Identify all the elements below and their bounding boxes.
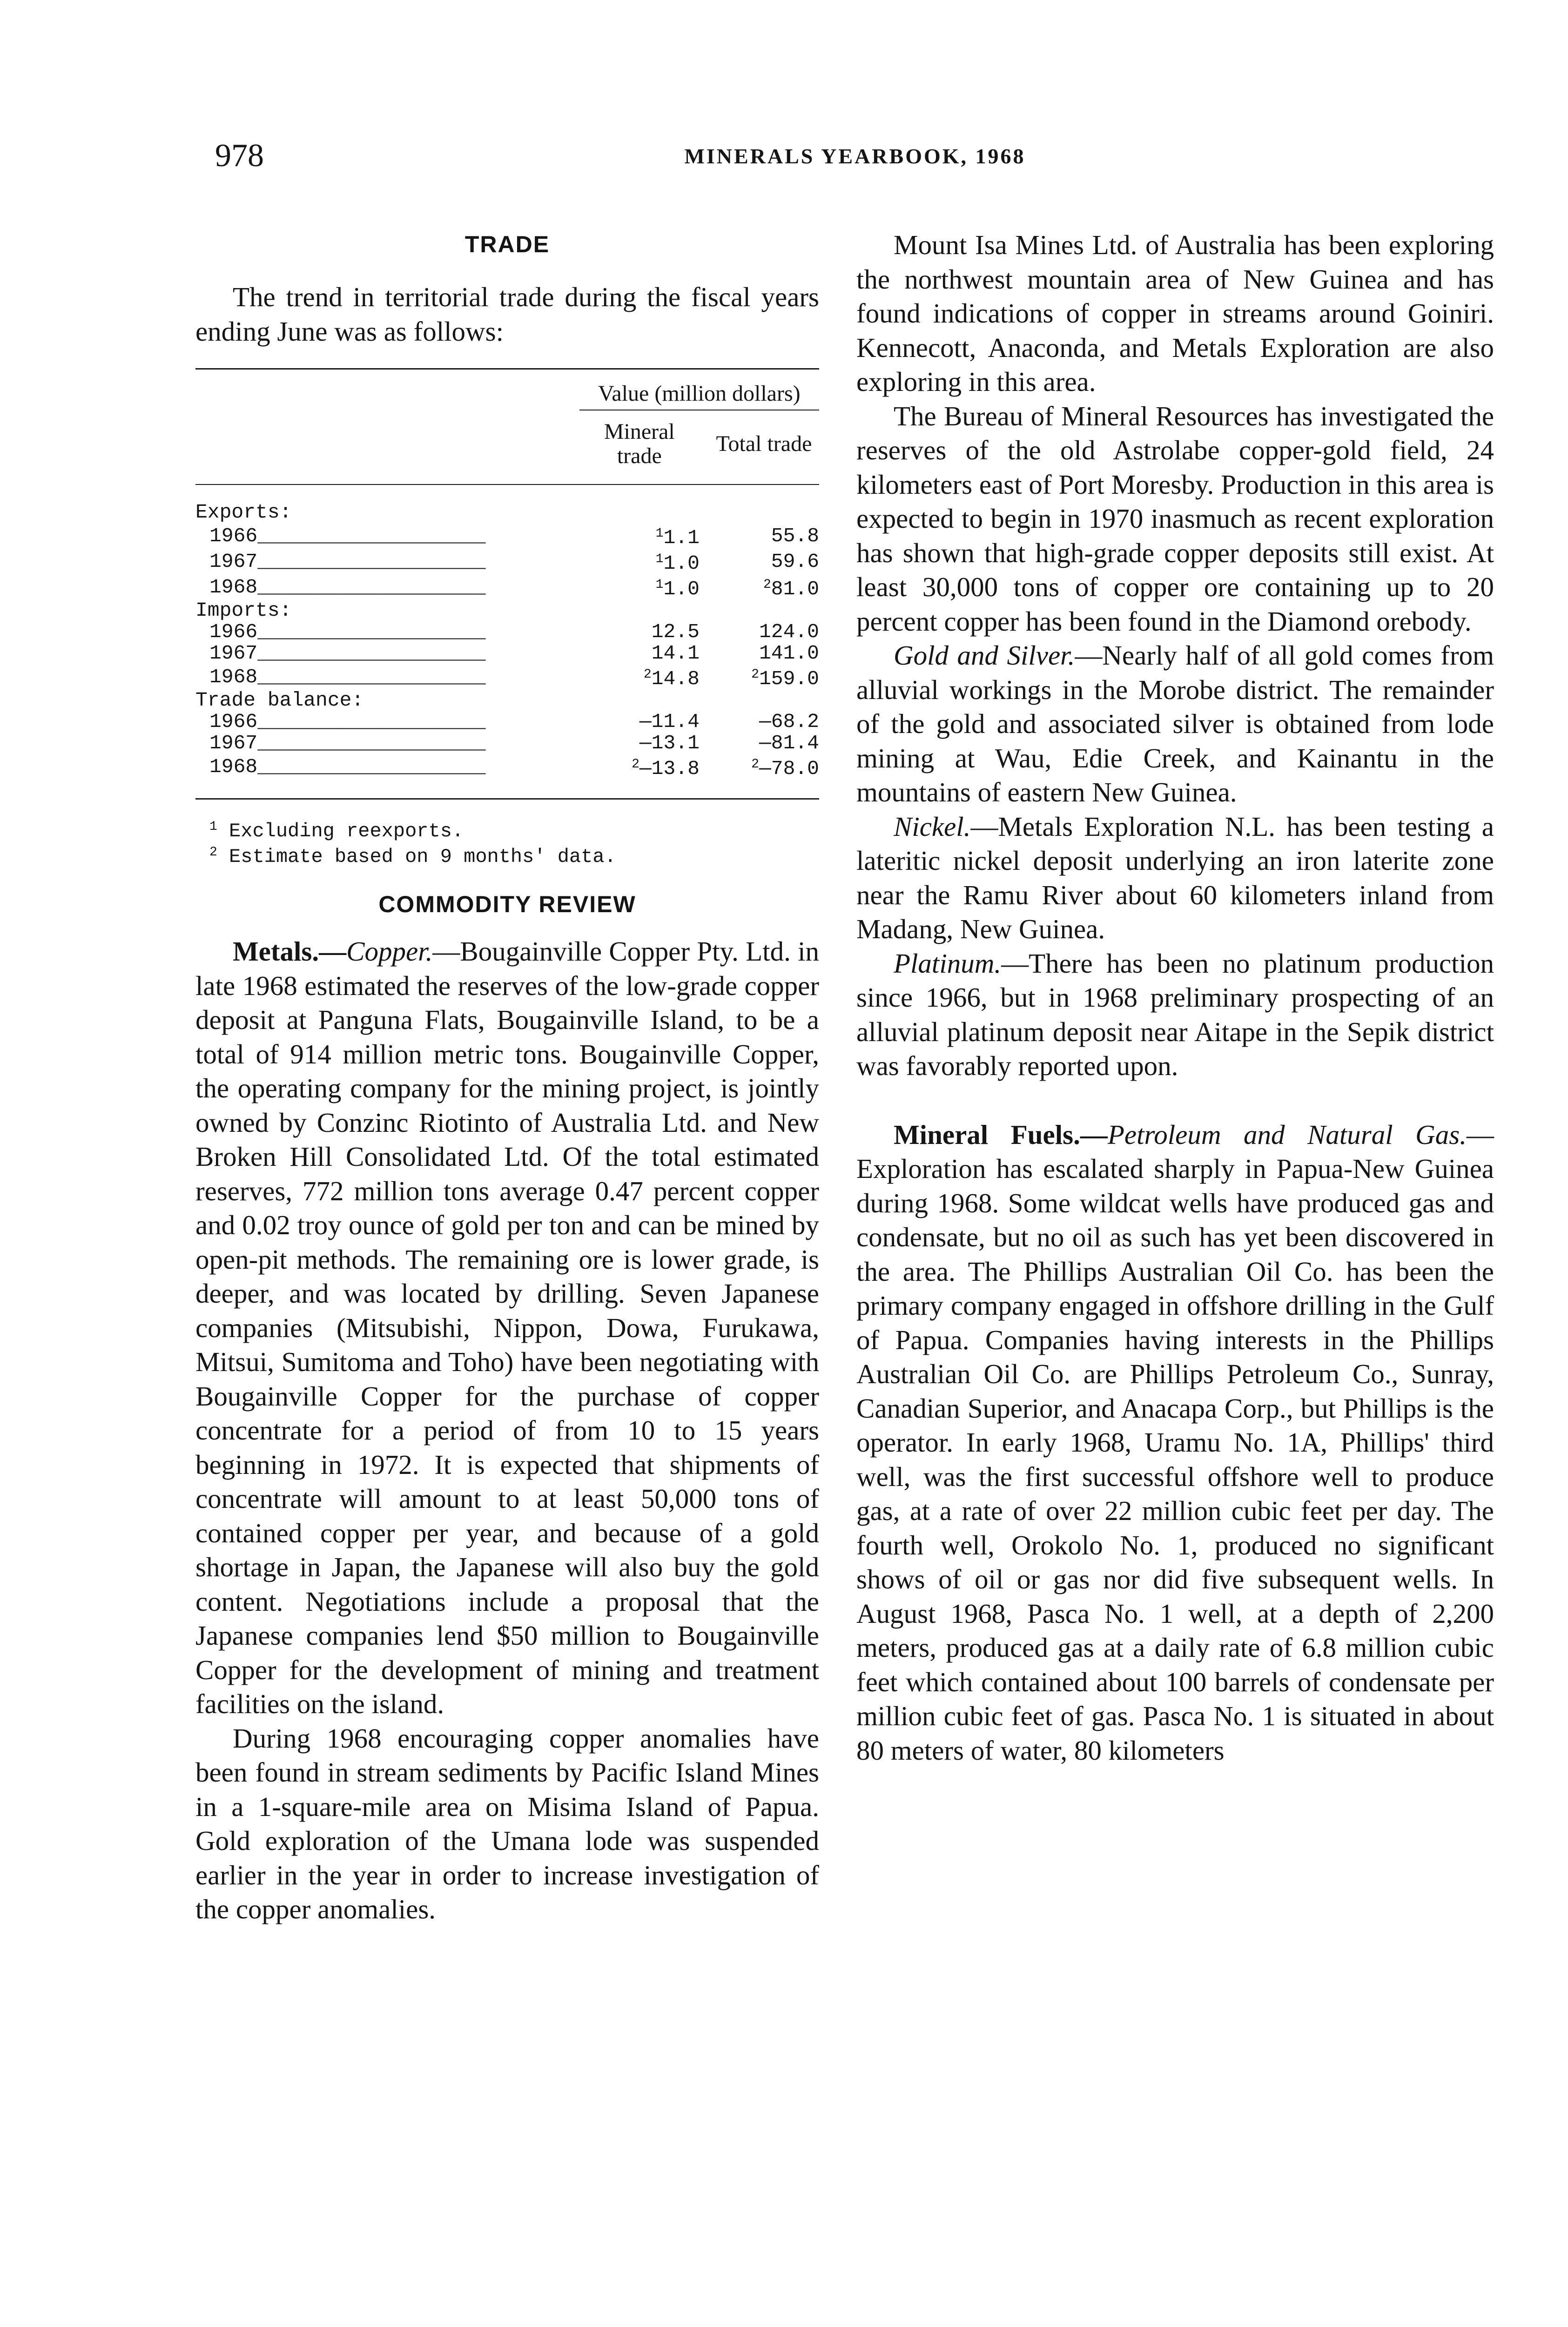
table-group-row	[195, 690, 819, 711]
italic-subheading: Nickel.	[894, 811, 971, 842]
mineral-trade-value	[579, 549, 700, 574]
row-year: 1967	[209, 732, 258, 754]
footnote-mark: 2	[751, 667, 759, 682]
mineral-trade-value	[579, 523, 700, 549]
row-year: 1966	[209, 710, 258, 733]
leader-dots: ___________________	[257, 710, 486, 733]
footnote-text: Excluding reexports.	[229, 820, 464, 842]
mineral-fuels-section	[856, 1118, 1494, 1768]
total-trade-value	[700, 523, 819, 549]
col-total-header: Total trade	[700, 410, 819, 484]
row-label	[195, 643, 579, 664]
total-value-text: 59.6	[771, 550, 819, 573]
italic-subheading: Copper.	[346, 936, 433, 967]
footnote	[195, 842, 819, 868]
row-year: 1967	[209, 550, 258, 573]
total-value-text: 159.0	[759, 667, 819, 690]
mineral-trade-value	[579, 711, 700, 733]
mineral-value-text: 1.0	[663, 578, 700, 600]
paragraph	[856, 639, 1494, 810]
total-trade-value	[700, 664, 819, 690]
leader-dots: ___________________	[257, 642, 486, 665]
paragraph-text: —Bougainville Copper Pty. Ltd. in late 1968 estimated the reserves of the low-grade copper deposit at Panguna Flats, Bougainville Island, to be a total of 914 million metric tons. Bougainville Copper, the operating company for the mining project, is jointly owned by Conzinc Riotinto of Australia Ltd. and New Broken Hill Consolidated Ltd. Of the total estimated reserves, 772 million tons average 0.47 percent copper and 0.02 troy ounce of gold per ton and can be mined by open-pit methods. The remaining ore is lower grade, is deeper, and was located by drilling. Seven Japanese companies (Mitsubishi, Nippon, Dowa, Furukawa, Mitsui, Sumitoma and Toho) have been negotiating with Bougainville Copper for the purchase of copper concentrate for a period of from 10 to 15 years beginning in 1972. It is expected that shipments of concentrate will amount to at least 50,000 tons of contained copper per year, and because of a gold shortage in Japan, the Japanese will also buy the gold content. Negotiations include a proposal that the Japanese companies lend $50 million to Bougainville Copper for the development of mining and treatment facilities on the island.	[195, 936, 819, 1719]
table-group-label: Imports:	[195, 599, 292, 622]
row-label	[195, 664, 579, 690]
mineral-trade-value	[579, 621, 700, 643]
mineral-trade-value	[579, 643, 700, 664]
trade-intro: The trend in territorial trade during the fiscal years ending June was as follows:	[195, 282, 819, 347]
total-value-text: 55.8	[771, 524, 819, 547]
mineral-fuels-paragraph	[856, 1118, 1494, 1768]
commodity-review-heading: COMMODITY REVIEW	[378, 891, 636, 917]
row-year: 1966	[209, 524, 258, 547]
row-year: 1968	[209, 665, 258, 688]
leader-dots: ___________________	[257, 665, 486, 688]
running-title: MINERALS YEARBOOK, 1968	[684, 144, 1026, 168]
run-in-heading: Metals.—	[233, 936, 347, 967]
row-label	[195, 523, 579, 549]
mineral-value-text: 12.5	[651, 620, 700, 643]
left-body-text	[195, 935, 819, 1927]
footnote-mark: 2	[632, 757, 639, 772]
paragraph	[195, 1722, 819, 1927]
mineral-trade-value	[579, 754, 700, 780]
table-row	[195, 733, 819, 754]
total-trade-value	[700, 643, 819, 664]
trade-table	[195, 368, 819, 800]
italic-subheading: Platinum.	[894, 948, 1002, 979]
mineral-value-text: 1.0	[663, 552, 700, 575]
leader-dots: ___________________	[257, 755, 486, 778]
paragraph	[856, 399, 1494, 639]
mineral-trade-value	[579, 664, 700, 690]
paragraph-text: —Metals Exploration N.L. has been testing a lateritic nickel deposit underlying an iron laterite zone near the Ramu River about 60 kilometers inland from Madang, New Guinea.	[856, 811, 1494, 944]
mineral-value-text: —13.1	[639, 732, 700, 754]
trade-heading: TRADE	[464, 231, 550, 257]
total-trade-value	[700, 549, 819, 574]
row-label	[195, 754, 579, 780]
paragraph-text: During 1968 encouraging copper anomalies have been found in stream sediments by Pacific Island Mines in a 1-square-mile area on Misima Island of Papua. Gold exploration of the Umana lode was suspended earlier in the year in order to increase investigation of the copper anomalies.	[195, 1722, 819, 1924]
total-value-text: —78.0	[759, 757, 819, 780]
table-row	[195, 711, 819, 733]
italic-subheading: Petroleum and Natural Gas.	[1107, 1119, 1467, 1150]
leader-dots: ___________________	[257, 620, 486, 643]
footnote-mark: 2	[643, 667, 652, 682]
paragraph-text: Mount Isa Mines Ltd. of Australia has been exploring the northwest mountain area of New Guinea and has found indications of copper in streams around Goiniri. Kennecott, Anaconda, and Metals Exploration are also exploring in this area.	[856, 229, 1494, 397]
row-label	[195, 711, 579, 733]
value-header: Value (million dollars)	[598, 381, 801, 406]
mineral-value-text: 1.1	[663, 526, 700, 549]
mineral-value-text: 14.8	[651, 667, 700, 690]
trade-table-body	[195, 502, 819, 780]
total-trade-value	[700, 711, 819, 733]
footnote-mark: 2	[763, 578, 771, 592]
table-row	[195, 574, 819, 600]
total-trade-value	[700, 621, 819, 643]
table-footnotes	[195, 816, 819, 868]
table-row	[195, 549, 819, 574]
total-trade-value	[700, 574, 819, 600]
leader-dots: ___________________	[257, 550, 486, 573]
footnote-mark: 1	[655, 552, 664, 566]
left-column	[195, 228, 819, 1927]
table-group-label: Trade balance:	[195, 689, 364, 712]
footnote-mark: 1	[655, 578, 664, 592]
mineral-trade-value	[579, 733, 700, 754]
total-value-text: —81.4	[759, 732, 819, 754]
running-head	[215, 137, 1495, 179]
row-year: 1966	[209, 620, 258, 643]
right-column	[856, 228, 1494, 1768]
total-value-text: —68.2	[759, 710, 819, 733]
row-label	[195, 733, 579, 754]
row-label	[195, 574, 579, 600]
paragraph-text: —Exploration has escalated sharply in Papua-New Guinea during 1968. Some wildcat wells have produced gas and condensate, but no oil as such has yet been discovered in the area. The Phillips Australian Oil Co. has been the primary company engaged in offshore drilling in the Gulf of Papua. Companies having interests in the Phillips Australian Oil Co. are Phillips Petroleum Co., Sunray, Canadian Superior, and Anacapa Corp., but Phillips is the operator. In early 1968, Uramu No. 1A, Phillips' third well, was the first successful offshore well to produce gas, at a rate of over 22 million cubic feet per day. The fourth well, Orokolo No. 1, produced no significant shows of oil or gas nor did five subsequent wells. In August 1968, Pasca No. 1 well, at a depth of 2,200 meters, produced gas at a daily rate of 6.8 million cubic feet which contained about 100 barrels of condensate per million cubic feet of gas. Pasca No. 1 is situated in about 80 meters of water, 80 kilometers	[856, 1119, 1494, 1766]
right-body-text	[856, 228, 1494, 1083]
table-row	[195, 664, 819, 690]
row-label	[195, 549, 579, 574]
table-row	[195, 754, 819, 780]
total-value-text: 124.0	[759, 620, 819, 643]
footnote-text: Estimate based on 9 months' data.	[229, 846, 616, 868]
total-trade-value	[700, 754, 819, 780]
table-row	[195, 643, 819, 664]
mineral-value-text: —13.8	[639, 757, 700, 780]
leader-dots: ___________________	[257, 575, 486, 599]
paragraph	[856, 947, 1494, 1083]
leader-dots: ___________________	[257, 732, 486, 754]
footnote-mark: 2	[209, 845, 217, 860]
row-label	[195, 621, 579, 643]
page-number: 978	[215, 138, 264, 174]
mineral-value-text: —11.4	[639, 710, 700, 733]
italic-subheading: Gold and Silver.	[894, 640, 1075, 671]
paragraph-text: The Bureau of Mineral Resources has investigated the reserves of the old Astrolabe copper-gold field, 24 kilometers east of Port Moresby. Production in this area is expected to begin in 1970 inasmuch as recent exploration has shown that high-grade copper deposits still exist. At least 30,000 tons of copper ore containing up to 20 percent copper has been found in the Diamond orebody.	[856, 400, 1494, 637]
row-year: 1968	[209, 575, 258, 599]
paragraph-text: —There has been no platinum production since 1966, but in 1968 preliminary prospecting of an alluvial platinum deposit near Aitape in the Sepik district was favorably reported upon.	[856, 948, 1494, 1081]
footnote	[195, 816, 819, 842]
leader-dots: ___________________	[257, 524, 486, 547]
row-year: 1967	[209, 642, 258, 665]
footnote-mark: 2	[751, 757, 759, 772]
mineral-value-text: 14.1	[651, 642, 700, 665]
table-group-row	[195, 600, 819, 621]
table-row	[195, 621, 819, 643]
footnote-mark: 1	[655, 526, 664, 541]
run-in-heading: Mineral Fuels.—	[894, 1119, 1108, 1150]
total-value-text: 81.0	[771, 578, 819, 600]
table-row	[195, 523, 819, 549]
total-trade-value	[700, 733, 819, 754]
mineral-trade-value	[579, 574, 700, 600]
table-group-row	[195, 502, 819, 523]
footnote-mark: 1	[209, 820, 217, 834]
paragraph	[856, 228, 1494, 399]
row-year: 1968	[209, 755, 258, 778]
paragraph	[195, 935, 819, 1722]
col-mineral-header: Mineral trade	[579, 410, 700, 484]
table-group-label: Exports:	[195, 501, 292, 524]
total-value-text: 141.0	[759, 642, 819, 665]
paragraph	[856, 810, 1494, 947]
paragraph-text: —Nearly half of all gold comes from alluvial workings in the Morobe district. The remainder of the gold and associated silver is obtained from lode mining at Wau, Edie Creek, and Kainantu in the mountains of eastern New Guinea.	[856, 640, 1494, 807]
